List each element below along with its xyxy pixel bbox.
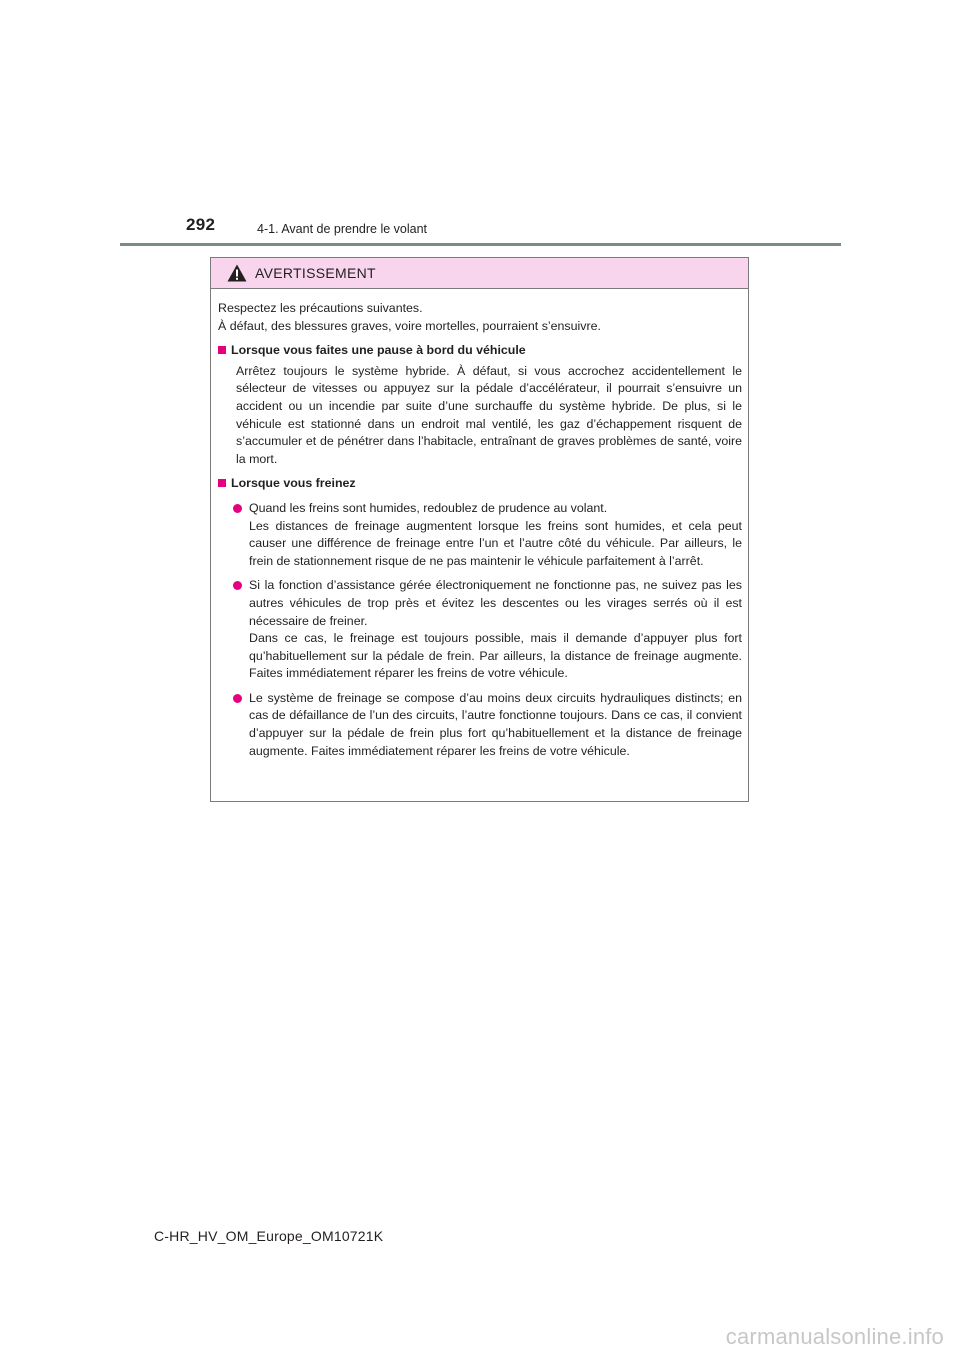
dot-bullet-icon	[233, 694, 242, 703]
list-item-line: Quand les freins sont humides, redoublez de prudence au volant.	[249, 500, 608, 515]
warning-triangle-icon	[227, 264, 247, 282]
intro-line: Respectez les précautions suivantes.	[218, 301, 423, 315]
section-heading	[218, 342, 742, 360]
document-code: C-HR_HV_OM_Europe_OM10721K	[154, 1228, 384, 1244]
list-item	[233, 577, 742, 683]
square-bullet-icon	[218, 479, 226, 487]
dot-bullet-icon	[233, 504, 242, 513]
warning-body	[211, 289, 748, 760]
warning-intro	[218, 300, 742, 335]
warning-title: AVERTISSEMENT	[255, 265, 376, 281]
square-bullet-icon	[218, 346, 226, 354]
section-braking	[218, 475, 742, 760]
intro-line: À défaut, des blessures graves, voire mortelles, pourraient s’ensuivre.	[218, 318, 601, 333]
warning-box	[210, 257, 749, 802]
list-item-line: Dans ce cas, le freinage est toujours possible, mais il demande d’appuyer plus fort qu’habituellement sur la pédale de frein. Par ailleurs, la distance de freinage augmente. Faites immédiatement réparer les freins de votre véhicule.	[249, 631, 742, 681]
section-title: 4-1. Avant de prendre le volant	[257, 222, 428, 236]
list-item-text	[249, 577, 742, 683]
site-watermark: carmanualsonline.info	[725, 1324, 944, 1349]
list-item	[233, 690, 742, 760]
section-heading	[218, 475, 742, 493]
page-number: 292	[186, 215, 216, 234]
section-heading-text: Lorsque vous faites une pause à bord du véhicule	[231, 343, 526, 358]
list-item-text	[249, 690, 742, 760]
list-item-line: Les distances de freinage augmentent lorsque les freins sont humides, et cela peut causer une différence de freinage entre l’un et l’autre côté du véhicule. Par ailleurs, le frein de stationnement risque de ne pas maintenir le véhicule parfaitement à l’arrêt.	[249, 518, 742, 568]
list-item-line: Le système de freinage se compose d’au moins deux circuits hydrauliques distincts; en cas de défaillance de l’un des circuits, l’autre fonctionne toujours. Dans ce cas, il convient d’appuyer sur la pédale de frein plus fort qu’habituellement et la distance de freinage augmente. Faites immédiatement réparer les freins de votre véhicule.	[249, 690, 742, 758]
header-divider	[120, 243, 841, 246]
section-heading-text: Lorsque vous freinez	[231, 476, 356, 491]
dot-bullet-icon	[233, 581, 242, 590]
list-item	[233, 500, 742, 570]
section-pause	[218, 342, 742, 468]
list-item-text	[249, 500, 742, 570]
list-item-line: Si la fonction d’assistance gérée électroniquement ne fonctionne pas, ne suivez pas les autres véhicules de trop près et évitez les descentes ou les virages serrés où il est nécessaire de freiner.	[249, 578, 742, 628]
section-paragraph: Arrêtez toujours le système hybride. À défaut, si vous accrochez accidentellement le sélecteur de vitesses ou appuyez sur la pédale d’accélérateur, il pourrait s’ensuivre un accident ou un incendie par suite d’une surchauffe du système hybride. De plus, si le véhicule est stationné dans un endroit mal ventilé, les gaz d’échappement risquent de s’accumuler et de pénétrer dans l’habitacle, entraînant de graves problèmes de santé, voire la mort.	[236, 363, 742, 466]
warning-header	[211, 258, 748, 289]
